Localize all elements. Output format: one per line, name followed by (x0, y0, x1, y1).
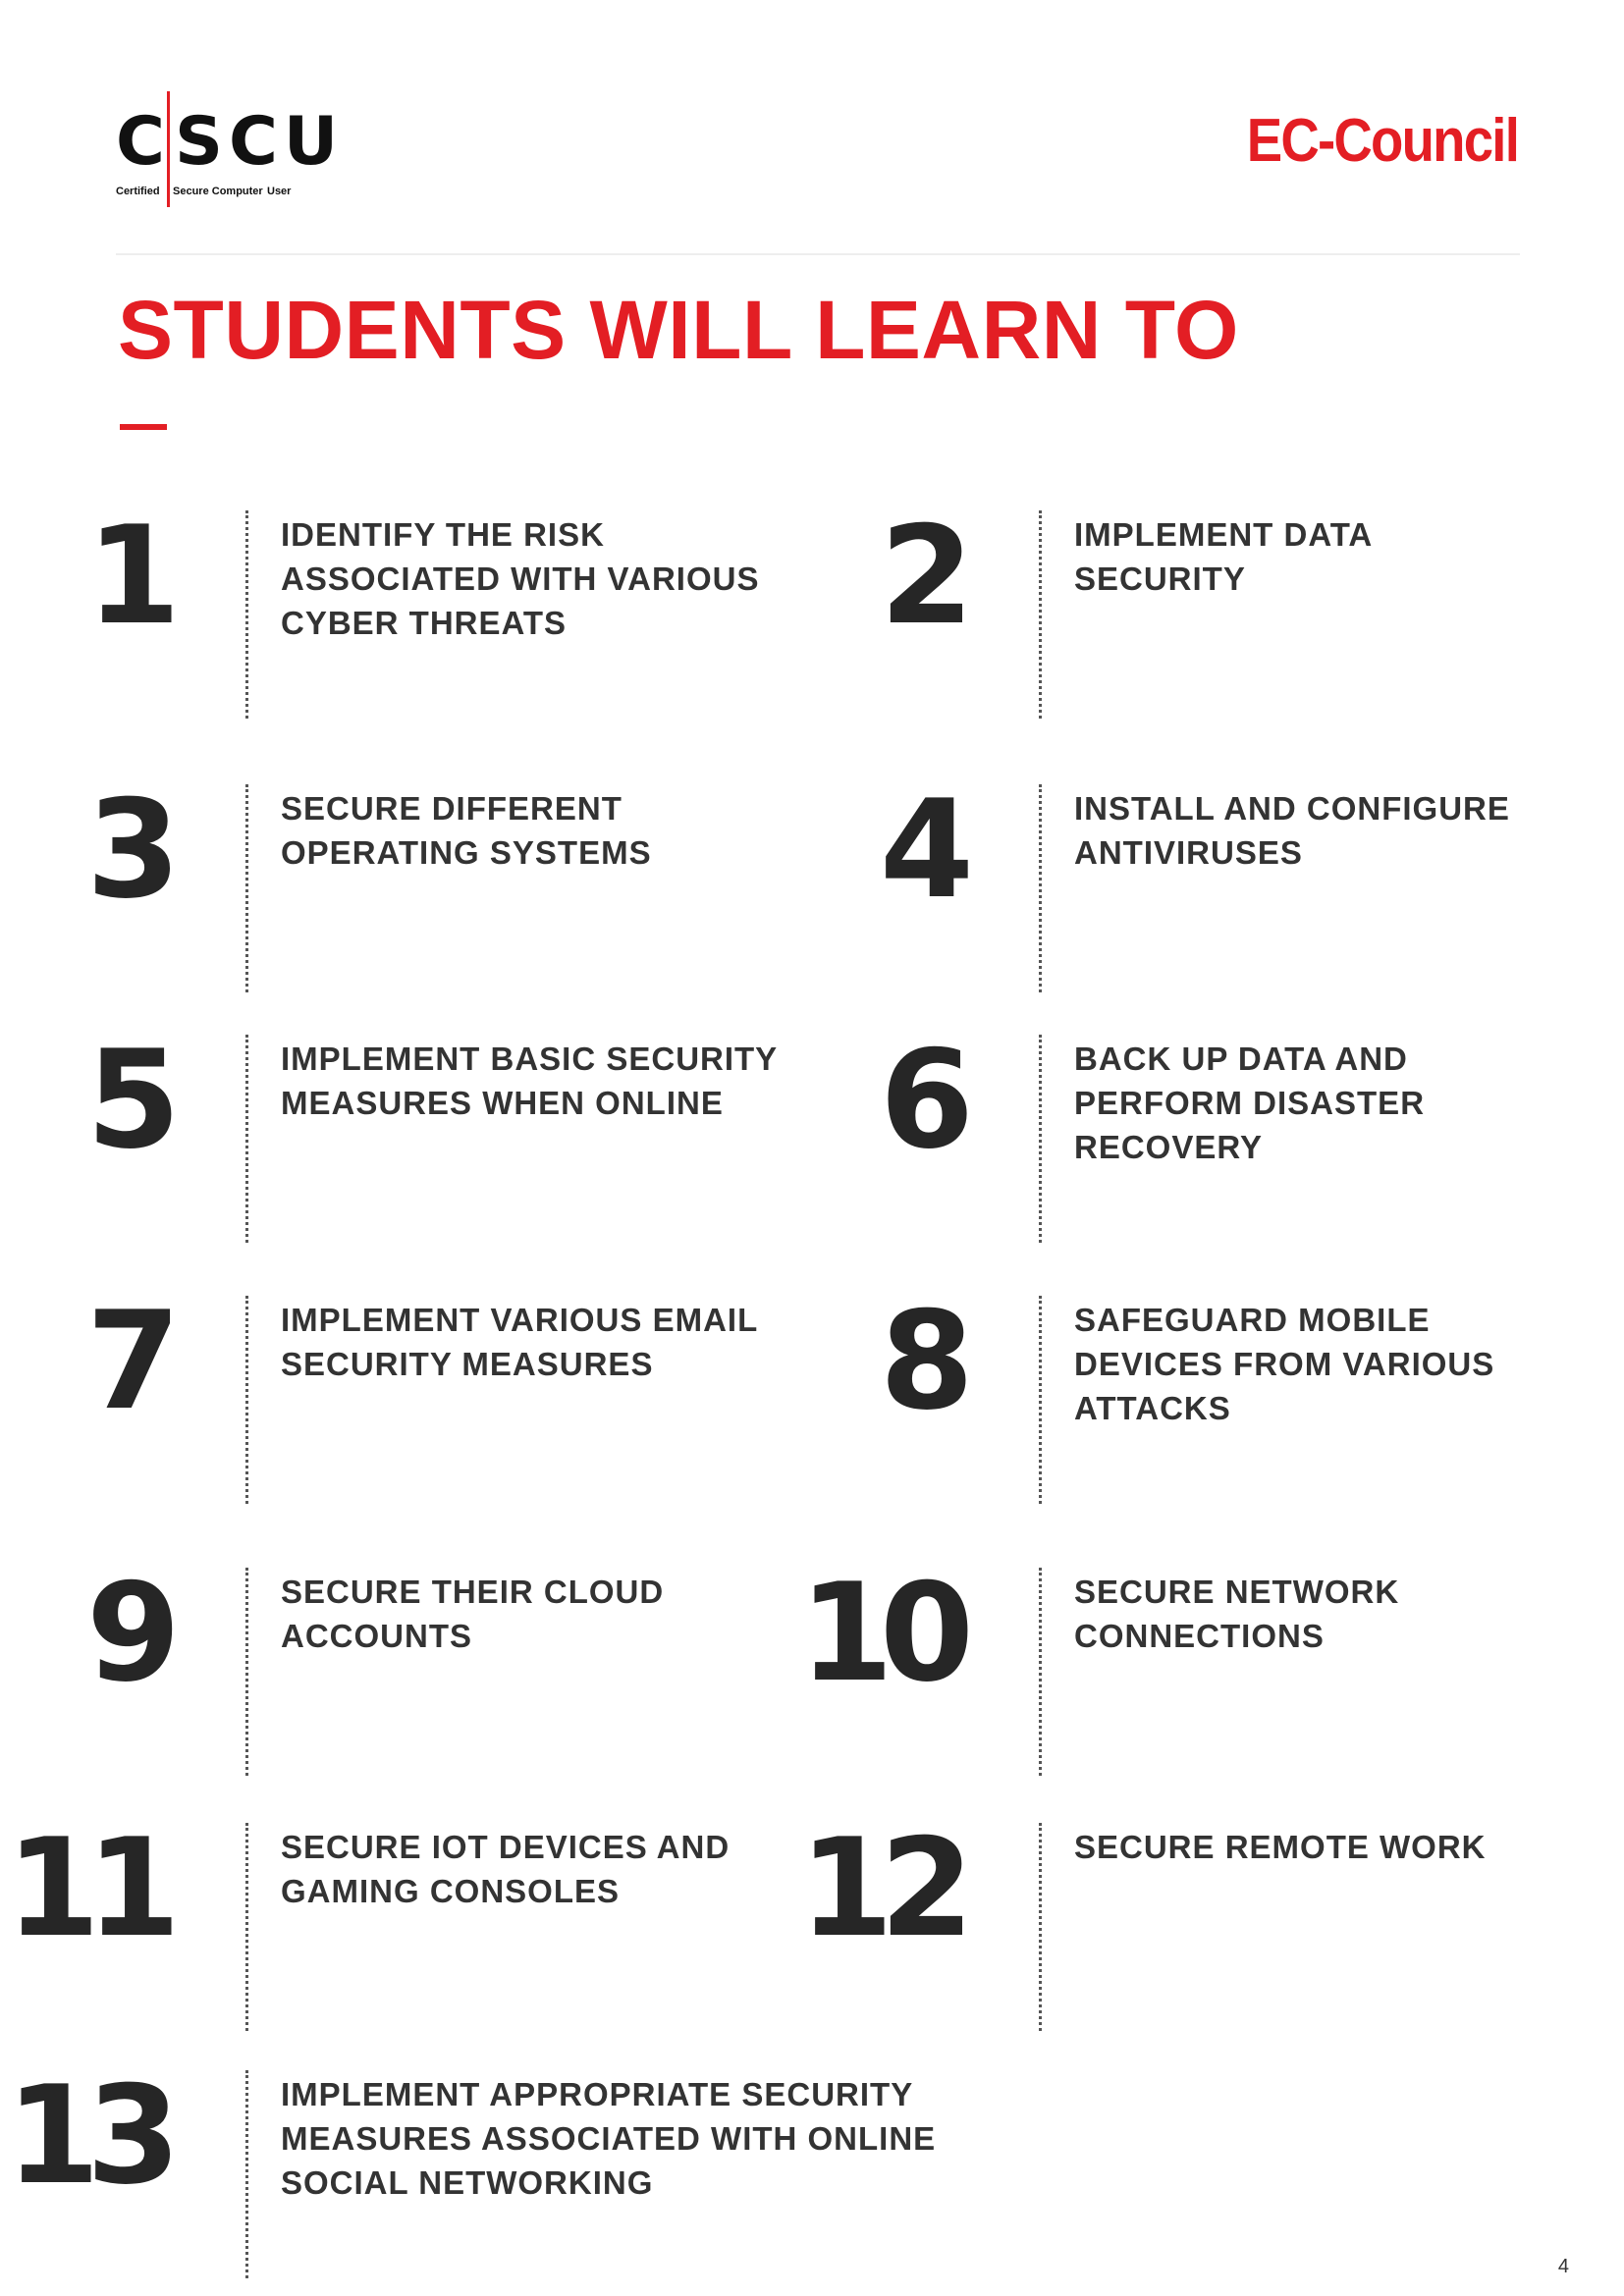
item-text: INSTALL AND CONFIGURE ANTIVIRUSES (1074, 790, 1510, 871)
item-number: 13 (5, 2056, 167, 2215)
item-text: IDENTIFY THE RISK ASSOCIATED WITH VARIOUS CYBER THREATS (281, 516, 760, 641)
item-text: SECURE NETWORK CONNECTIONS (1074, 1574, 1400, 1654)
dotted-divider (245, 2070, 248, 2278)
dotted-divider (1039, 1035, 1042, 1243)
dotted-divider (245, 784, 248, 992)
logo-divider (167, 91, 170, 207)
dotted-divider (245, 1568, 248, 1776)
item-number: 1 (85, 497, 167, 655)
item-text: SECURE IOT DEVICES AND GAMING CONSOLES (281, 1829, 731, 1909)
item-text: SECURE THEIR CLOUD ACCOUNTS (281, 1574, 665, 1654)
page-number: 4 (1557, 2256, 1569, 2277)
item-number: 11 (5, 1809, 167, 1967)
item-number: 4 (879, 771, 960, 929)
dotted-divider (1039, 510, 1042, 719)
dotted-divider (245, 1823, 248, 2031)
page-title: STUDENTS WILL LEARN TO (118, 284, 1239, 376)
cscu-logo (116, 91, 345, 209)
logo-sub-secure-computer: Secure Computer (173, 186, 263, 197)
item-text: SECURE REMOTE WORK (1074, 1829, 1487, 1865)
item-text: SECURE DIFFERENT OPERATING SYSTEMS (281, 790, 652, 871)
item-number: 3 (85, 771, 167, 929)
item-text: SAFEGUARD MOBILE DEVICES FROM VARIOUS ATTACKS (1074, 1302, 1495, 1426)
dotted-divider (245, 1035, 248, 1243)
logo-letter-c: C (116, 103, 167, 181)
dotted-divider (1039, 1823, 1042, 2031)
title-accent-dash (120, 424, 167, 430)
item-text: IMPLEMENT VARIOUS EMAIL SECURITY MEASURES (281, 1302, 758, 1382)
logo-sub-user: User (267, 186, 292, 197)
item-number: 2 (879, 497, 960, 655)
item-number: 7 (85, 1282, 167, 1440)
logo-letters-scu: SCU (175, 103, 345, 181)
item-number: 9 (85, 1554, 167, 1712)
item-number: 12 (798, 1809, 960, 1967)
item-number: 10 (798, 1554, 960, 1712)
dotted-divider (245, 510, 248, 719)
dotted-divider (1039, 1568, 1042, 1776)
item-number: 6 (879, 1021, 960, 1179)
item-text: IMPLEMENT BASIC SECURITY MEASURES WHEN ONLINE (281, 1041, 778, 1121)
dotted-divider (1039, 784, 1042, 992)
dotted-divider (245, 1296, 248, 1504)
header-divider (116, 253, 1520, 255)
item-text: IMPLEMENT APPROPRIATE SECURITY MEASURES ASSOCIATED WITH ONLINE SOCIAL NETWORKING (281, 2076, 937, 2201)
item-text: BACK UP DATA AND PERFORM DISASTER RECOVERY (1074, 1041, 1426, 1165)
item-text: IMPLEMENT DATA SECURITY (1074, 516, 1373, 597)
item-number: 8 (879, 1282, 960, 1440)
item-number: 5 (85, 1021, 167, 1179)
logo-sub-certified: Certified (116, 186, 160, 197)
dotted-divider (1039, 1296, 1042, 1504)
ec-council-logo: EC-Council (1246, 107, 1518, 175)
